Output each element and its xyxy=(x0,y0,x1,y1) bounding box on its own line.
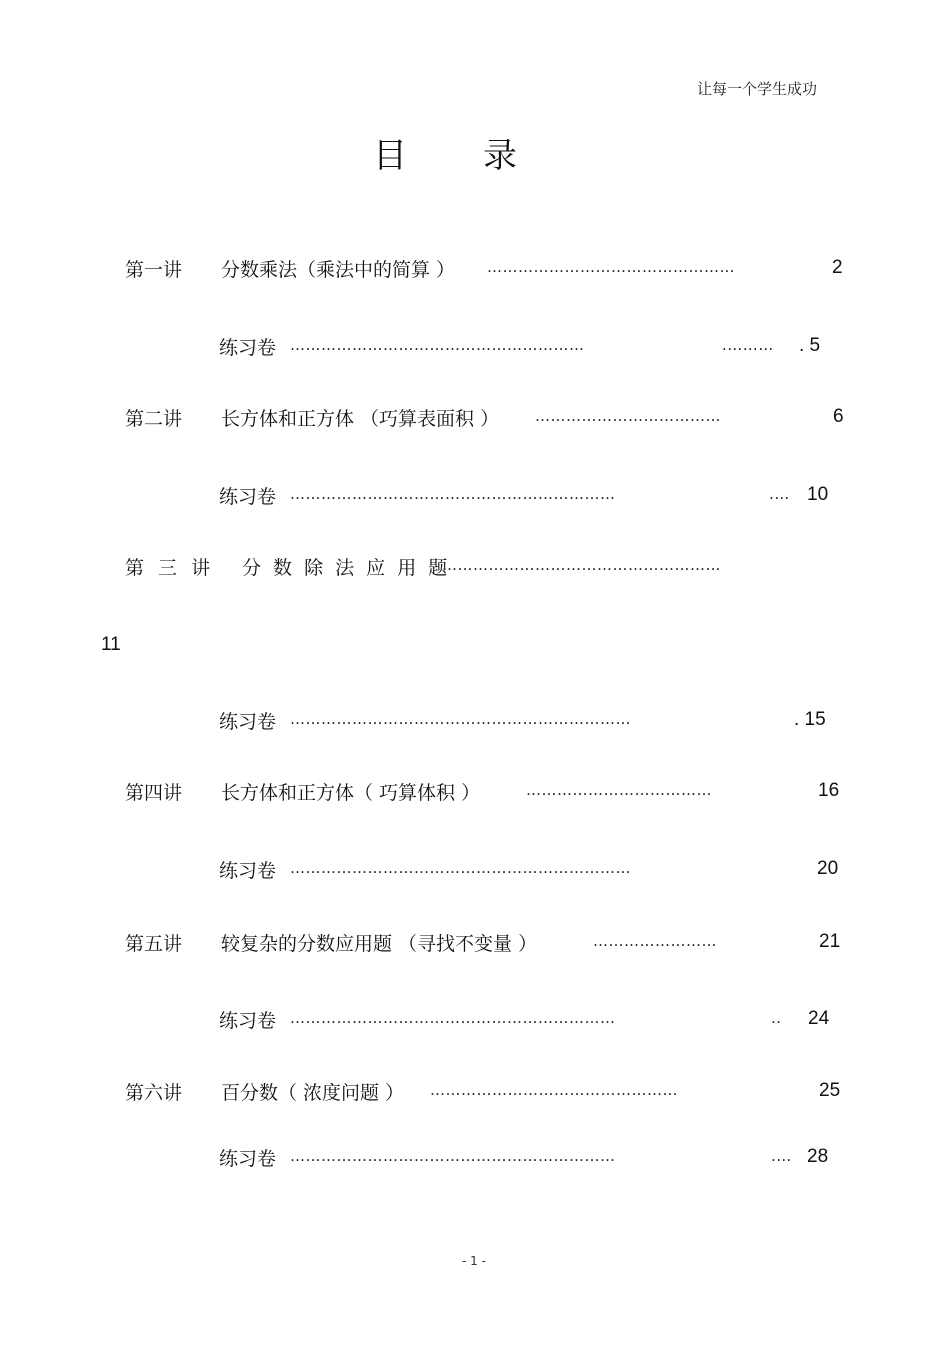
lecture-label: 第六讲 xyxy=(125,1082,183,1104)
leader-dots: ……………………………………………………… xyxy=(290,1147,616,1165)
topic-title: 长方体和正方体（ 巧算体积 ） xyxy=(221,782,481,804)
page-number: . 15 xyxy=(794,709,826,730)
leader-dots: …………………… xyxy=(593,932,717,950)
topic-title: 练习卷 xyxy=(219,1148,277,1170)
page-number: 11 xyxy=(101,634,121,655)
topic-title: 百分数（ 浓度问题 ） xyxy=(221,1082,405,1104)
page-number: 10 xyxy=(807,484,829,505)
title-char-2: 录 xyxy=(483,136,517,176)
topic-title: 长方体和正方体 （巧算表面积 ） xyxy=(221,408,500,430)
topic-title: 练习卷 xyxy=(219,711,277,733)
lecture-label: 第四讲 xyxy=(125,782,183,804)
leader-dots: ……………………………………………… xyxy=(442,556,721,574)
page-number: 20 xyxy=(817,858,839,879)
page-number: 21 xyxy=(819,931,841,952)
page-footer-number: - 1 - xyxy=(462,1254,486,1268)
page-number: 28 xyxy=(807,1146,829,1167)
leader-mid: .… xyxy=(771,1147,792,1165)
leader-dots: ……………………………………………………… xyxy=(290,485,616,503)
title-char-1: 目 xyxy=(373,136,407,176)
page-title xyxy=(373,128,517,177)
topic-title: 练习卷 xyxy=(219,337,277,359)
page-number: 25 xyxy=(819,1080,841,1101)
leader-dots: ……………………………… xyxy=(535,407,721,425)
page-number: 24 xyxy=(808,1008,830,1029)
lecture-label: 第 三 讲 xyxy=(125,557,215,579)
leader-dots: ………………………………………………… xyxy=(290,336,585,354)
leader-dots: ……………………………………………………… xyxy=(290,1009,616,1027)
page-number: 6 xyxy=(833,406,844,427)
leader-mid: .. xyxy=(771,1009,782,1027)
leader-mid: .… xyxy=(769,485,790,503)
leader-dots: ………………………………………… xyxy=(487,258,735,276)
leader-mid: .……… xyxy=(722,336,774,354)
topic-title: 分 数 除 法 应 用 题 xyxy=(242,557,451,579)
topic-title: 分数乘法（乘法中的简算 ） xyxy=(221,259,456,281)
page-number: . 5 xyxy=(799,335,821,356)
topic-title: 较复杂的分数应用题 （寻找不变量 ） xyxy=(221,933,538,955)
page-number: 16 xyxy=(818,780,840,801)
lecture-label: 第五讲 xyxy=(125,933,183,955)
leader-dots: ……………………………… xyxy=(526,781,712,799)
lecture-label: 第一讲 xyxy=(125,259,183,281)
leader-dots: ………………………………………………………… xyxy=(290,859,631,877)
topic-title: 练习卷 xyxy=(219,860,277,882)
topic-title: 练习卷 xyxy=(219,486,277,508)
topic-title: 练习卷 xyxy=(219,1010,277,1032)
leader-dots: ………………………………………………………… xyxy=(290,710,631,728)
header-slogan: 让每一个学生成功 xyxy=(697,80,818,98)
leader-dots: ………………………………………… xyxy=(430,1081,678,1099)
page-number: 2 xyxy=(832,257,843,278)
lecture-label: 第二讲 xyxy=(125,408,183,430)
